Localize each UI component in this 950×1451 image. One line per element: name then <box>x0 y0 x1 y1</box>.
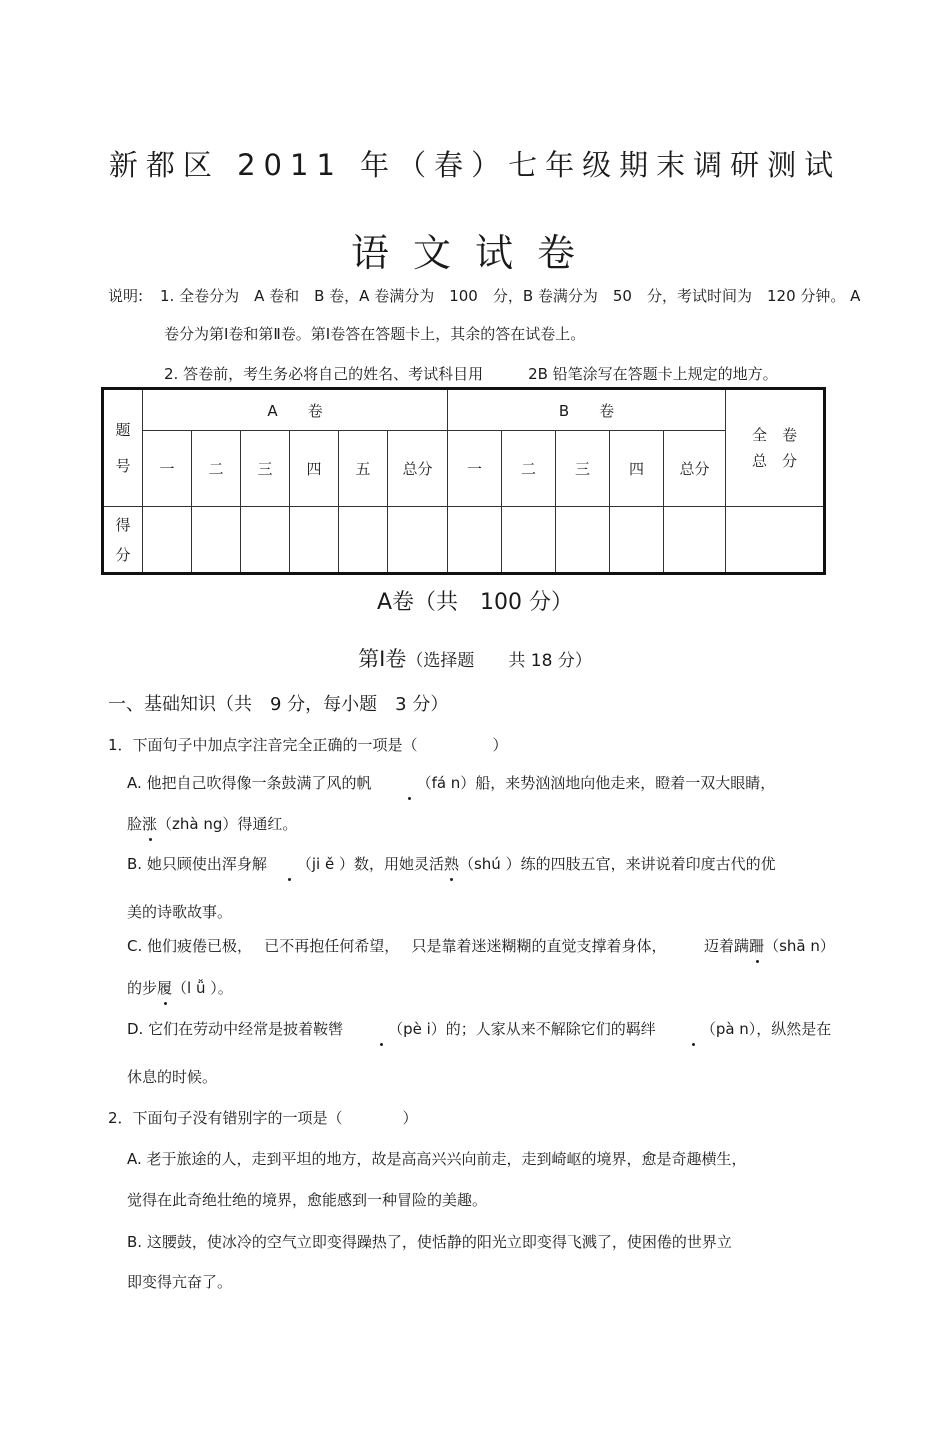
exam-subtitle: 语文试卷 <box>350 231 599 275</box>
score-cell[interactable] <box>556 507 610 574</box>
part-1-heading: 一、基础知识（共 9 分，每小题 3 分） <box>108 694 449 715</box>
instructions-line-1: 1. 全卷分为 A 卷和 B 卷，A 卷满分为 100 分，B 卷满分为 50 分，考试时间为 120 分钟。 A <box>160 287 861 305</box>
score-cell[interactable] <box>339 507 388 574</box>
b-col-4: 四 <box>610 431 664 507</box>
score-cell[interactable] <box>192 507 241 574</box>
score-cell[interactable] <box>726 507 825 574</box>
q2-option-b-line-2: 即变得亢奋了。 <box>127 1273 233 1291</box>
instructions-line-3: 2. 答卷前，考生务必将自己的姓名、考试科目用 2B 铅笔涂写在答题卡上规定的地方。 <box>164 365 778 383</box>
b-col-2: 二 <box>502 431 556 507</box>
a-col-total: 总分 <box>388 431 448 507</box>
total-score-header: 全 卷 总 分 <box>726 389 825 507</box>
b-col-total: 总分 <box>664 431 726 507</box>
q1-option-b-line-1: B. 她只顾使出浑身解 （ji ě ）数，用她灵活熟（shú ）练的四肢五官，来讲说着印度古代的优 <box>127 855 776 873</box>
score-cell[interactable] <box>664 507 726 574</box>
score-cell[interactable] <box>610 507 664 574</box>
section-a-title: A卷（共 100 分） <box>376 590 574 615</box>
instructions-line-2: 卷分为第Ⅰ卷和第Ⅱ卷。第Ⅰ卷答在答题卡上，其余的答在试卷上。 <box>164 325 586 343</box>
instructions-label: 说明: <box>108 287 144 305</box>
q2-option-a-line-1: A. 老于旅途的人，走到平坦的地方，故是高高兴兴向前走，走到崎岖的境界，愈是奇趣横生， <box>127 1150 747 1168</box>
a-col-2: 二 <box>192 431 241 507</box>
q1-option-d-line-2: 休息的时候。 <box>127 1068 218 1086</box>
a-col-5: 五 <box>339 431 388 507</box>
q2-option-b-line-1: B. 这腰鼓，使冰冷的空气立即变得躁热了，使恬静的阳光立即变得飞溅了，使困倦的世界立 <box>127 1233 732 1251</box>
row-label-question-number: 题 号 <box>103 389 143 507</box>
q1-option-d-line-1: D. 它们在劳动中经常是披着鞍辔 （pè i）的；人家从来不解除它们的羁绊 （pà n），纵然是在 <box>127 1020 832 1038</box>
a-col-1: 一 <box>143 431 192 507</box>
score-cell[interactable] <box>388 507 448 574</box>
q1-option-c-line-2: 的步履（l ǚ ）。 <box>127 979 233 997</box>
section-i-title: 第Ⅰ卷（选择题 共 18 分） <box>358 647 592 671</box>
a-col-3: 三 <box>241 431 290 507</box>
q1-option-a-line-1: A. 他把自己吹得像一条鼓满了风的帆 （fá n）船，来势汹汹地向他走来，瞪着一双大眼睛， <box>127 774 776 792</box>
a-col-4: 四 <box>290 431 339 507</box>
score-cell[interactable] <box>448 507 502 574</box>
question-2-stem: 2．下面句子没有错别字的一项是（ ） <box>108 1109 418 1127</box>
row-label-score: 得 分 <box>103 507 143 574</box>
score-cell[interactable] <box>143 507 192 574</box>
section-a-header: A 卷 <box>143 389 448 431</box>
score-cell[interactable] <box>502 507 556 574</box>
score-table <box>101 387 826 575</box>
q1-option-c-line-1: C. 他们疲倦已极， 已不再抱任何希望， 只是靠着迷迷糊糊的直觉支撑着身体， 迈着蹒跚（shā n） <box>127 937 835 955</box>
exam-title: 新都区 2011 年（春）七年级期末调研测试 <box>108 148 842 182</box>
q2-option-a-line-2: 觉得在此奇绝壮绝的境界，愈能感到一种冒险的美趣。 <box>127 1191 488 1209</box>
q1-option-a-line-2: 脸涨（zhà ng）得通红。 <box>127 815 298 833</box>
b-col-1: 一 <box>448 431 502 507</box>
q1-option-b-line-2: 美的诗歌故事。 <box>127 903 233 921</box>
score-cell[interactable] <box>241 507 290 574</box>
b-col-3: 三 <box>556 431 610 507</box>
question-1-stem: 1．下面句子中加点字注音完全正确的一项是（ ） <box>108 736 508 754</box>
section-b-header: B 卷 <box>448 389 726 431</box>
score-cell[interactable] <box>290 507 339 574</box>
